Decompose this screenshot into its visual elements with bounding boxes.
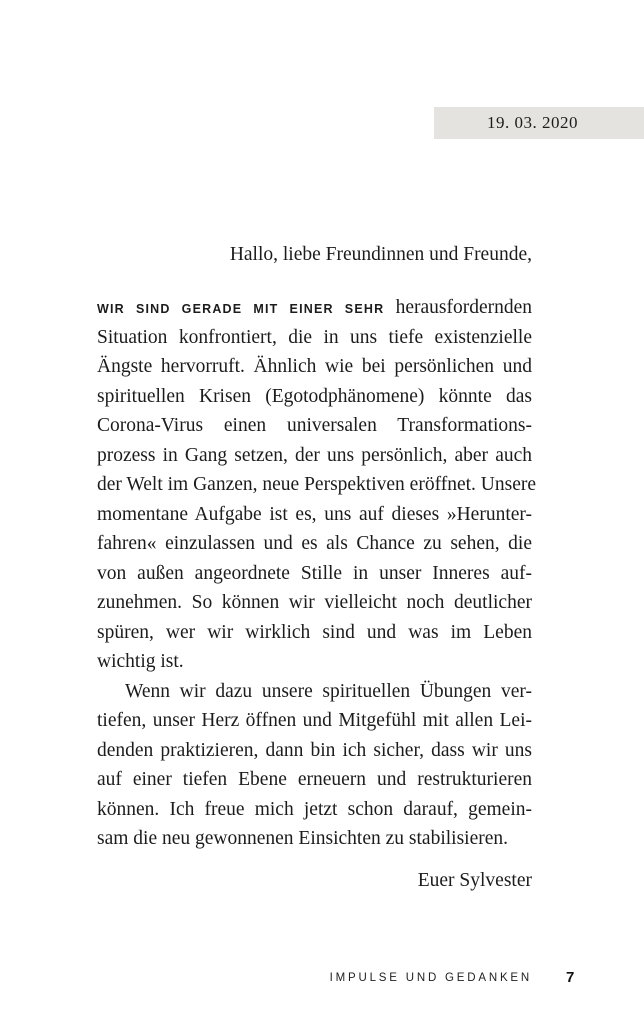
text-line: der Welt im Ganzen, neue Perspektiven eröffnet. Unsere [97, 474, 537, 495]
letter-date: 19. 03. 2020 [487, 113, 578, 132]
text-line: können. Ich freue mich jetzt schon darauf, gemein- [97, 798, 532, 820]
lead-in-smallcaps: WIR SIND GERADE MIT EINER SEHR [97, 302, 385, 316]
text-line: sam die neu gewonnenen Einsichten zu stabilisieren. [97, 828, 509, 849]
paragraph-2 [97, 677, 532, 854]
text-line: tiefen, unser Herz öffnen und Mitgefühl mit allen Lei- [97, 710, 532, 731]
page-number: 7 [566, 969, 575, 986]
text-line: spüren, wer wir wirklich sind und was im Leben [97, 621, 532, 643]
text-line: Corona-Virus einen universalen Transformations- [97, 415, 532, 436]
greeting: Hallo, liebe Freundinnen und Freunde, [229, 244, 532, 265]
text-line: Wenn wir dazu unsere spirituellen Übungen ver- [125, 680, 532, 702]
paragraph-1 [97, 293, 537, 677]
text-line: wichtig ist. [97, 651, 184, 672]
text-line: spirituellen Krisen (Egotodphänomene) könnte das [97, 385, 532, 407]
text-line: auf einer tiefen Ebene erneuern und restrukturieren [97, 769, 532, 790]
text-line: von außen angeordnete Stille in unser Inneres auf- [97, 562, 532, 584]
text-line: Situation konfrontiert, die in uns tiefe existenzielle [97, 326, 532, 348]
running-footer-title: IMPULSE UND GEDANKEN [329, 972, 532, 984]
text-line: zunehmen. So können wir vielleicht noch deutlicher [97, 592, 532, 613]
paragraph-1-first-line [97, 293, 532, 323]
signature: Euer Sylvester [417, 870, 532, 891]
text-line: Ängste hervorruft. Ähnlich wie bei persönlichen und [97, 356, 532, 377]
text-line: fahren« einzulassen und es als Chance zu sehen, die [97, 533, 532, 554]
text-line: prozess in Gang setzen, der uns persönlich, aber auch [97, 444, 532, 466]
text-line: momentane Aufgabe ist es, uns auf dieses »Herunter- [97, 503, 532, 525]
letter-body [97, 293, 537, 854]
text-line: denden praktizieren, dann bin ich sicher, dass wir uns [97, 739, 532, 761]
first-line-rest: herausfordernden [395, 297, 532, 318]
date-box [434, 107, 644, 139]
